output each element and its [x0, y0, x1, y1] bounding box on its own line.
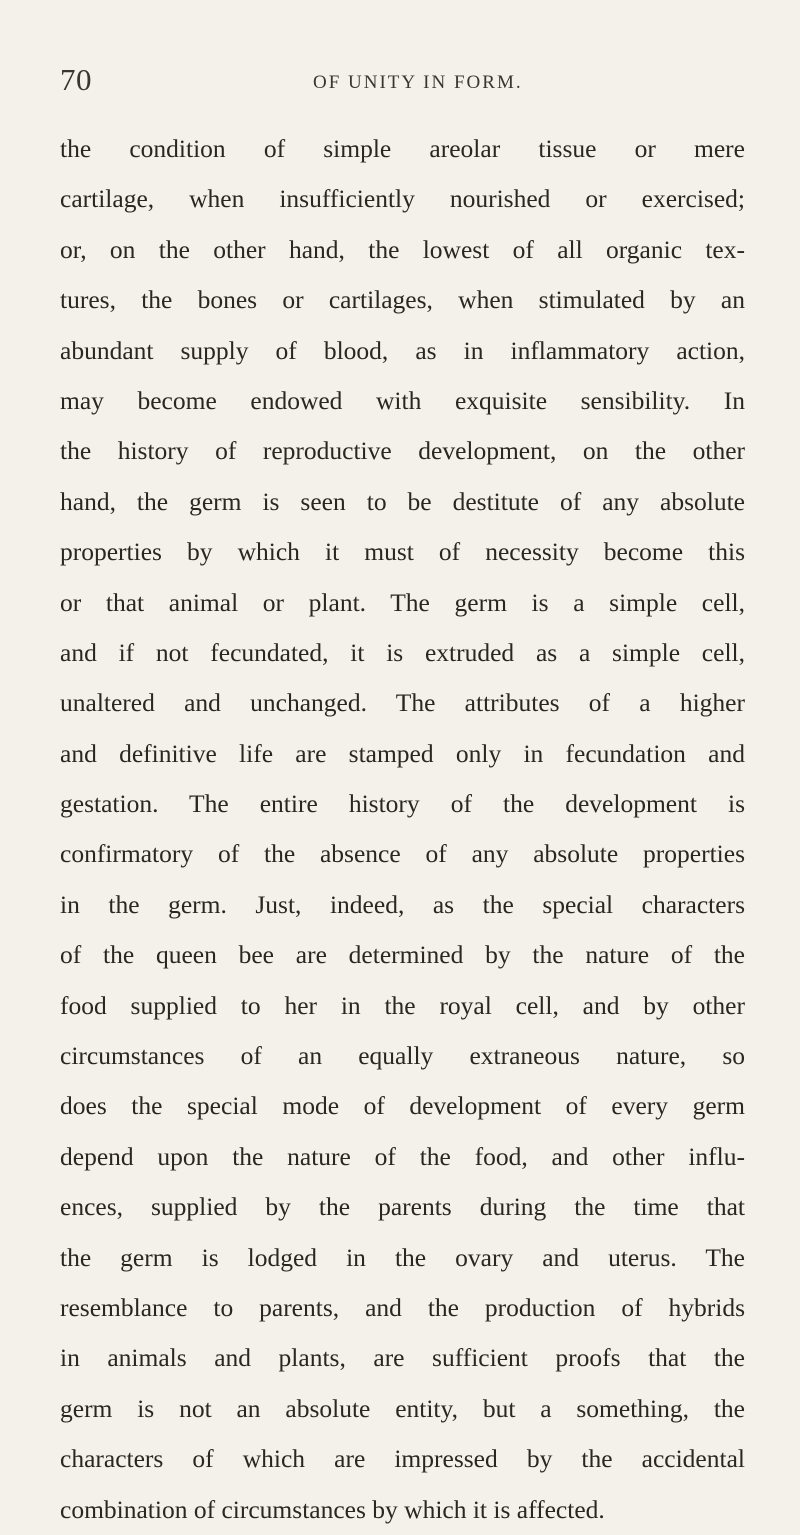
text-line: combination of circumstances by which it is affected. [60, 1494, 605, 1524]
text-line: characters of which are impressed by the accidental [60, 1444, 745, 1474]
text-line: the history of reproductive development, on the other [60, 436, 745, 466]
text-line: and definitive life are stamped only in fecundation and [60, 738, 745, 768]
text-line: tures, the bones or cartilages, when stimulated by an [60, 285, 745, 315]
text-line: or that animal or plant. The germ is a simple cell, [60, 587, 745, 617]
text-line: germ is not an absolute entity, but a something, the [60, 1393, 745, 1423]
text-line: abundant supply of blood, as in inflammatory action, [60, 335, 745, 365]
text-line: depend upon the nature of the food, and other influ- [60, 1141, 745, 1171]
text-line: unaltered and unchanged. The attributes of a higher [60, 688, 745, 718]
text-line: does the special mode of development of every germ [60, 1091, 745, 1121]
text-line: may become endowed with exquisite sensibility. In [60, 385, 745, 415]
text-line: gestation. The entire history of the development is [60, 789, 745, 819]
page-number: 70 [60, 62, 92, 97]
running-head [60, 62, 745, 102]
text-line: of the queen bee are determined by the nature of the [60, 940, 745, 970]
body-paragraph [60, 124, 745, 1535]
text-line: properties by which it must of necessity become this [60, 537, 745, 567]
text-line: in the germ. Just, indeed, as the special characters [60, 889, 745, 919]
text-line: the germ is lodged in the ovary and uterus. The [60, 1242, 745, 1272]
text-line: and if not fecundated, it is extruded as a simple cell, [60, 637, 745, 667]
text-line: resemblance to parents, and the production of hybrids [60, 1292, 745, 1322]
text-line: confirmatory of the absence of any absolute properties [60, 839, 745, 869]
text-line: hand, the germ is seen to be destitute of any absolute [60, 486, 745, 516]
text-line: in animals and plants, are sufficient proofs that the [60, 1343, 745, 1373]
running-title: OF UNITY IN FORM. [313, 72, 523, 93]
text-line: cartilage, when insufficiently nourished or exercised; [60, 184, 745, 214]
text-line: ences, supplied by the parents during the time that [60, 1192, 745, 1222]
text-line: food supplied to her in the royal cell, and by other [60, 990, 745, 1020]
text-line: circumstances of an equally extraneous nature, so [60, 1041, 745, 1071]
text-line: or, on the other hand, the lowest of all organic tex- [60, 234, 745, 264]
text-line: the condition of simple areolar tissue or mere [60, 134, 745, 163]
